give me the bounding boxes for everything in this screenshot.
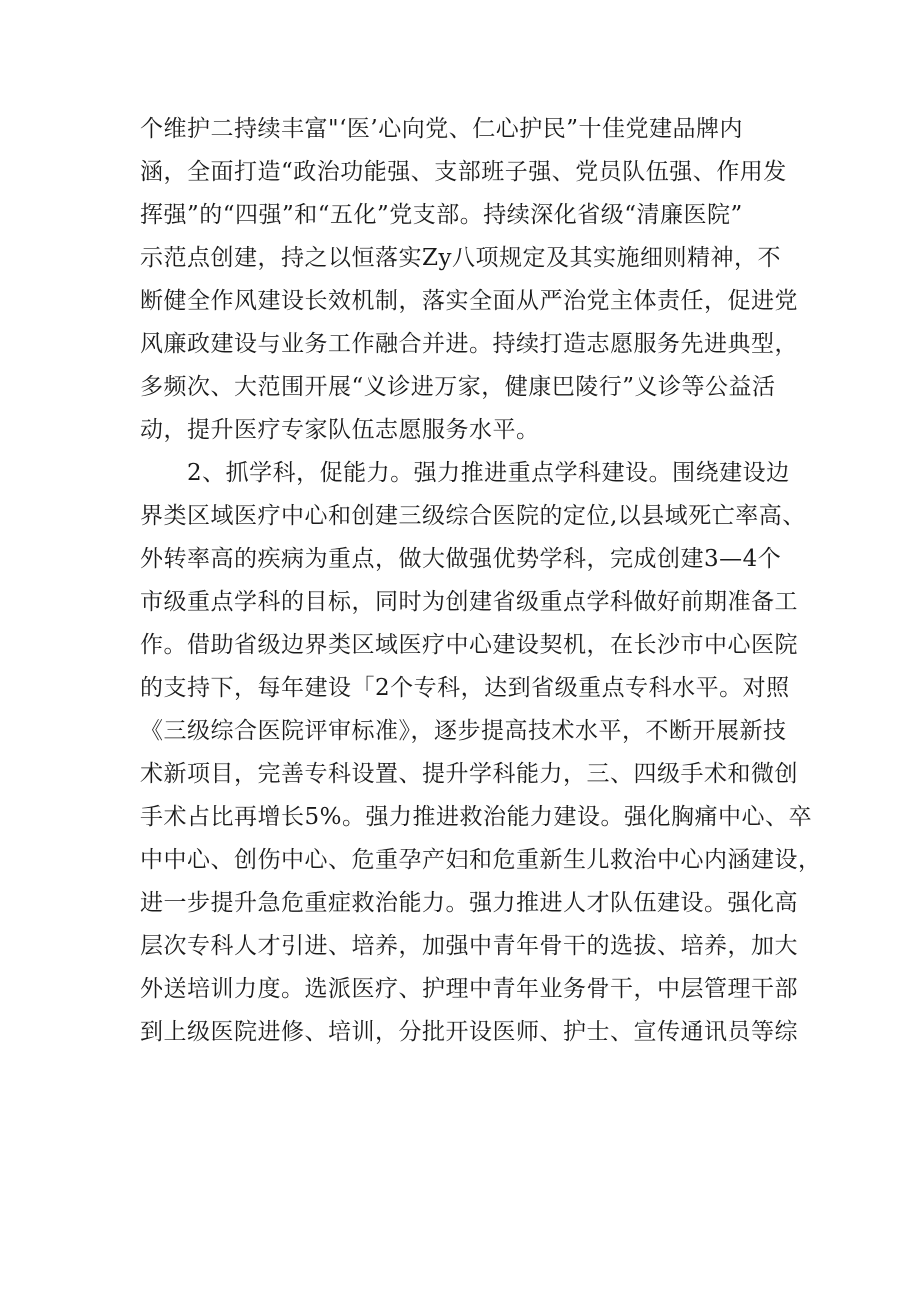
text-line: 中中心、创伤中心、危重孕产妇和危重新生儿救治中心内涵建设， xyxy=(140,847,822,873)
text-line: 手术占比再增长5%。强力推进救治能力建设。强化胸痛中心、卒 xyxy=(140,804,812,830)
text-line: 2、抓学科，促能力。强力推进重点学科建设。围绕建设边 xyxy=(140,460,790,486)
text-line: 涵，全面打造“政治功能强、支部班子强、党员队伍强、作用发 xyxy=(140,159,787,185)
text-line: 界类区域医疗中心和创建三级综合医院的定位,以县域死亡率高、 xyxy=(140,503,806,529)
text-line: 术新项目，完善专科设置、提升学科能力，三、四级手术和微创 xyxy=(140,761,798,787)
text-line: 风廉政建设与业务工作融合并进。持续打造志愿服务先进典型， xyxy=(140,331,798,357)
text-line: 示范点创建，持之以恒落实Zy八项规定及其实施细则精神，不 xyxy=(140,245,781,271)
text-line: 挥强”的“四强”和“五化”党支部。持续深化省级“清廉医院” xyxy=(140,202,743,228)
text-line: 个维护二持续丰富"‘医’心向党、仁心护民”十佳党建品牌内 xyxy=(140,116,743,142)
text-line: 进一步提升急危重症救治能力。强力推进人才队伍建设。强化高 xyxy=(140,890,798,916)
text-line: 到上级医院进修、培训，分批开设医师、护士、宣传通讯员等综 xyxy=(140,1019,798,1045)
text-line: 市级重点学科的目标，同时为创建省级重点学科做好前期准备工 xyxy=(140,589,798,615)
text-line: 动，提升医疗专家队伍志愿服务水平。 xyxy=(140,417,540,443)
text-line: 断健全作风建设长效机制，落实全面从严治党主体责任，促进党 xyxy=(140,288,798,314)
body-text xyxy=(140,108,822,1054)
text-line: 外送培训力度。选派医疗、护理中青年业务骨干，中层管理干部 xyxy=(140,976,798,1002)
text-line: 作。借助省级边界类区域医疗中心建设契机，在长沙市中心医院 xyxy=(140,632,798,658)
text-line: 层次专科人才引进、培养，加强中青年骨干的选拔、培养，加大 xyxy=(140,933,798,959)
text-line: 多频次、大范围开展“义诊进万家，健康巴陵行”义诊等公益活 xyxy=(140,374,776,400)
text-line: 的支持下，每年建设「2个专科，达到省级重点专科水平。对照 xyxy=(140,675,790,701)
text-line: 外转率高的疾病为重点，做大做强优势学科，完成创建3—4个 xyxy=(140,546,782,572)
text-line: 《三级综合医院评审标准》，逐步提高技术水平，不断开展新技 xyxy=(140,718,787,744)
